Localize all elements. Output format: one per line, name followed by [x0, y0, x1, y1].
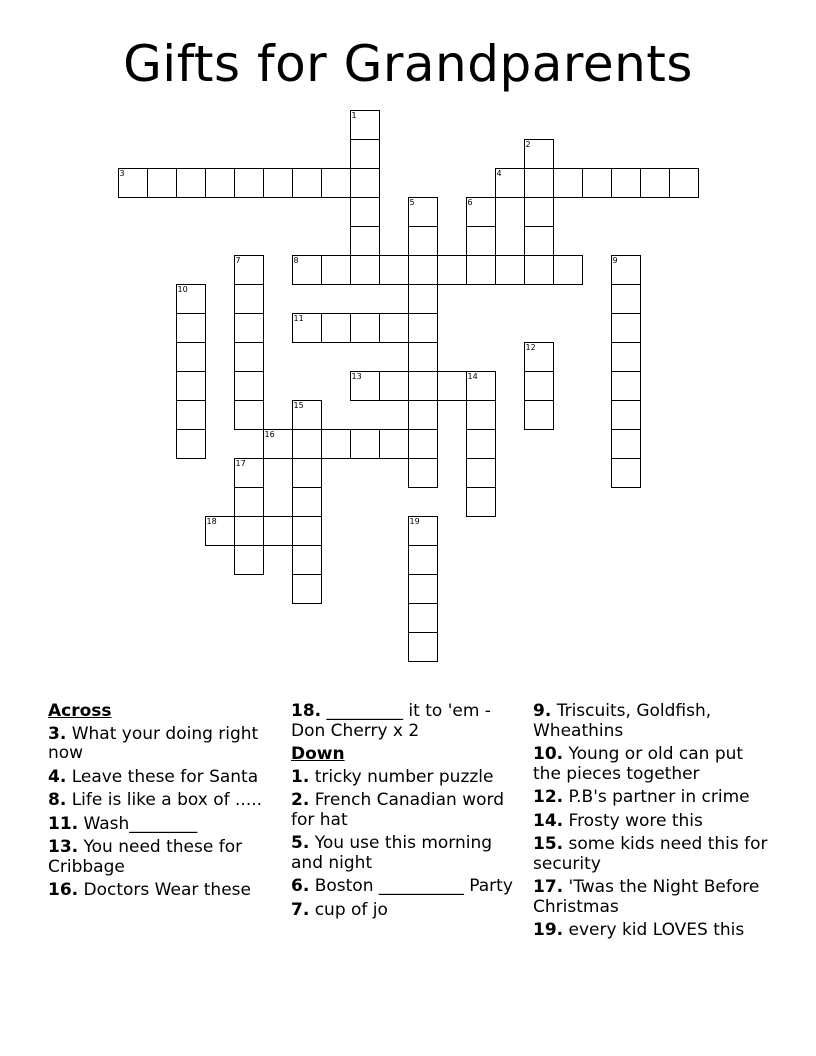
grid-cell[interactable]	[379, 371, 409, 401]
grid-cell[interactable]	[611, 342, 641, 372]
clue-number: 2.	[291, 790, 310, 810]
cell-number: 13	[351, 372, 362, 381]
grid-cell[interactable]	[466, 255, 496, 285]
grid-cell[interactable]	[466, 429, 496, 459]
clue-across-11	[48, 815, 278, 835]
clue-text: French Canadian word for hat	[291, 790, 504, 830]
clue-text: cup of jo	[309, 899, 388, 920]
grid-cell[interactable]	[234, 255, 264, 285]
grid-cell[interactable]	[118, 168, 148, 198]
cell-number: 16	[264, 430, 275, 439]
grid-cell[interactable]	[321, 313, 351, 343]
clue-number: 17.	[533, 877, 564, 897]
clue-down-10	[533, 745, 773, 784]
grid-cell[interactable]	[350, 255, 380, 285]
grid-cell[interactable]	[292, 255, 322, 285]
grid-cell[interactable]	[408, 400, 438, 430]
clue-text: Boston __________ Party	[309, 876, 513, 896]
cell-number: 5	[409, 198, 415, 207]
clue-down-7	[291, 901, 523, 921]
grid-cell[interactable]	[292, 458, 322, 488]
grid-cell[interactable]	[408, 545, 438, 575]
clue-down-2	[291, 791, 523, 830]
grid-cell[interactable]	[524, 197, 554, 227]
grid-cell[interactable]	[176, 400, 206, 430]
grid-cell[interactable]	[495, 168, 525, 198]
clue-number: 6.	[291, 876, 310, 896]
cell-number: 15	[293, 401, 304, 410]
clue-number: 1.	[291, 766, 310, 787]
grid-cell[interactable]	[176, 284, 206, 314]
grid-cell[interactable]	[408, 226, 438, 256]
grid-cell[interactable]	[524, 371, 554, 401]
grid-cell[interactable]	[176, 313, 206, 343]
grid-cell[interactable]	[669, 168, 699, 198]
grid-cell[interactable]	[234, 371, 264, 401]
clue-text: 'Twas the Night Before Christmas	[533, 877, 760, 917]
grid-cell[interactable]	[524, 400, 554, 430]
grid-cell[interactable]	[466, 197, 496, 227]
grid-cell[interactable]	[408, 603, 438, 633]
clues-column-1	[48, 702, 278, 905]
grid-cell[interactable]	[553, 168, 583, 198]
grid-cell[interactable]	[524, 255, 554, 285]
grid-cell[interactable]	[350, 168, 380, 198]
grid-cell[interactable]	[350, 226, 380, 256]
grid-cell[interactable]	[263, 516, 293, 546]
grid-cell[interactable]	[408, 313, 438, 343]
grid-cell[interactable]	[611, 284, 641, 314]
clue-down-6	[291, 877, 523, 897]
grid-cell[interactable]	[176, 371, 206, 401]
grid-cell[interactable]	[466, 226, 496, 256]
cell-number: 2	[525, 140, 531, 149]
clue-across-16	[48, 881, 278, 901]
grid-cell[interactable]	[437, 371, 467, 401]
clue-text: Doctors Wear these	[78, 880, 251, 900]
grid-cell[interactable]	[524, 342, 554, 372]
grid-cell[interactable]	[292, 400, 322, 430]
clue-down-9	[533, 702, 773, 741]
grid-cell[interactable]	[495, 255, 525, 285]
grid-cell[interactable]	[582, 168, 612, 198]
grid-cell[interactable]	[292, 168, 322, 198]
grid-cell[interactable]	[350, 371, 380, 401]
grid-cell[interactable]	[292, 574, 322, 604]
grid-cell[interactable]	[176, 429, 206, 459]
grid-cell[interactable]	[408, 516, 438, 546]
clue-across-8	[48, 791, 278, 811]
clue-down-1	[291, 768, 523, 788]
cell-number: 8	[293, 256, 299, 265]
grid-cell[interactable]	[408, 429, 438, 459]
grid-cell[interactable]	[408, 371, 438, 401]
grid-cell[interactable]	[205, 168, 235, 198]
clue-down-14	[533, 812, 773, 832]
clue-text: Wash________	[78, 813, 198, 834]
grid-cell[interactable]	[292, 429, 322, 459]
clue-text: Frosty wore this	[563, 810, 703, 831]
grid-cell[interactable]	[234, 487, 264, 517]
grid-cell[interactable]	[611, 313, 641, 343]
puzzle-title: Gifts for Grandparents	[123, 35, 693, 93]
clue-text: Leave these for Santa	[66, 766, 259, 787]
clue-down-5	[291, 834, 523, 873]
clue-number: 5.	[291, 833, 310, 853]
grid-cell[interactable]	[524, 139, 554, 169]
grid-cell[interactable]	[611, 429, 641, 459]
clue-text: You need these for Cribbage	[48, 837, 243, 877]
grid-cell[interactable]	[321, 255, 351, 285]
clue-number: 12.	[533, 787, 564, 807]
clue-number: 14.	[533, 810, 564, 831]
clue-down-12	[533, 788, 773, 808]
clue-down-17	[533, 878, 773, 917]
cell-number: 7	[235, 256, 241, 265]
clue-across-13	[48, 838, 278, 877]
across-heading: Across	[48, 701, 112, 721]
grid-cell[interactable]	[263, 429, 293, 459]
grid-cell[interactable]	[524, 226, 554, 256]
grid-cell[interactable]	[466, 458, 496, 488]
grid-cell[interactable]	[234, 458, 264, 488]
grid-cell[interactable]	[466, 400, 496, 430]
clue-text: Young or old can put the pieces together	[533, 744, 744, 784]
clue-text: P.B's partner in crime	[563, 787, 750, 807]
grid-cell[interactable]	[234, 342, 264, 372]
grid-cell[interactable]	[408, 632, 438, 662]
grid-cell[interactable]	[234, 313, 264, 343]
grid-cell[interactable]	[176, 342, 206, 372]
grid-cell[interactable]	[379, 313, 409, 343]
grid-cell[interactable]	[611, 371, 641, 401]
grid-cell[interactable]	[408, 342, 438, 372]
cell-number: 9	[612, 256, 618, 265]
clue-number: 4.	[48, 766, 67, 787]
clue-across-4	[48, 768, 278, 788]
cell-number: 17	[235, 459, 246, 468]
clue-number: 8.	[48, 790, 67, 810]
clue-down-19	[533, 921, 773, 941]
clue-number: 7.	[291, 899, 310, 920]
grid-cell[interactable]	[292, 545, 322, 575]
clue-text: some kids need this for security	[533, 834, 768, 874]
grid-cell[interactable]	[524, 168, 554, 198]
clue-text: every kid LOVES this	[563, 920, 745, 940]
grid-cell[interactable]	[234, 168, 264, 198]
grid-cell[interactable]	[350, 110, 380, 140]
clue-number: 15.	[533, 834, 564, 854]
clue-number: 3.	[48, 723, 67, 744]
clue-text: You use this morning and night	[291, 833, 493, 873]
grid-cell[interactable]	[466, 371, 496, 401]
cell-number: 12	[525, 343, 536, 352]
clue-across-3	[48, 725, 278, 764]
grid-cell[interactable]	[466, 487, 496, 517]
cell-number: 11	[293, 314, 304, 323]
grid-cell[interactable]	[350, 139, 380, 169]
grid-cell[interactable]	[611, 458, 641, 488]
grid-cell[interactable]	[408, 255, 438, 285]
clue-text: What your doing right now	[48, 723, 259, 763]
clues-column-2	[291, 702, 523, 924]
grid-cell[interactable]	[350, 313, 380, 343]
cell-number: 10	[177, 285, 188, 294]
grid-cell[interactable]	[437, 255, 467, 285]
cell-number: 19	[409, 517, 420, 526]
clue-down-15	[533, 835, 773, 874]
grid-cell[interactable]	[292, 516, 322, 546]
grid-cell[interactable]	[234, 284, 264, 314]
cell-number: 6	[467, 198, 473, 207]
grid-cell[interactable]	[234, 516, 264, 546]
grid-cell[interactable]	[234, 400, 264, 430]
grid-cell[interactable]	[408, 284, 438, 314]
down-heading: Down	[291, 744, 345, 764]
grid-cell[interactable]	[234, 545, 264, 575]
grid-cell[interactable]	[292, 313, 322, 343]
grid-cell[interactable]	[408, 458, 438, 488]
cell-number: 18	[206, 517, 217, 526]
cell-number: 1	[351, 111, 357, 120]
clue-number: 18.	[291, 701, 322, 721]
clue-number: 11.	[48, 813, 79, 834]
grid-cell[interactable]	[350, 197, 380, 227]
grid-cell[interactable]	[408, 197, 438, 227]
grid-cell[interactable]	[379, 255, 409, 285]
grid-cell[interactable]	[205, 516, 235, 546]
cell-number: 4	[496, 169, 502, 178]
grid-cell[interactable]	[379, 429, 409, 459]
grid-cell[interactable]	[147, 168, 177, 198]
grid-cell[interactable]	[640, 168, 670, 198]
grid-cell[interactable]	[611, 255, 641, 285]
grid-cell[interactable]	[176, 168, 206, 198]
grid-cell[interactable]	[611, 168, 641, 198]
clue-number: 13.	[48, 837, 79, 857]
clue-number: 10.	[533, 744, 564, 764]
grid-cell[interactable]	[321, 429, 351, 459]
clue-across-18	[291, 702, 523, 741]
clue-text: Triscuits, Goldfish, Wheathins	[533, 701, 712, 741]
grid-cell[interactable]	[263, 168, 293, 198]
cell-number: 14	[467, 372, 478, 381]
clue-text: Life is like a box of .....	[66, 790, 263, 810]
cell-number: 3	[119, 169, 125, 178]
clue-text: _________ it to 'em - Don Cherry x 2	[291, 701, 491, 741]
clue-number: 9.	[533, 701, 552, 721]
clue-number: 19.	[533, 920, 564, 940]
grid-cell[interactable]	[611, 400, 641, 430]
grid-cell[interactable]	[350, 429, 380, 459]
clue-text: tricky number puzzle	[309, 766, 494, 787]
grid-cell[interactable]	[321, 168, 351, 198]
grid-cell[interactable]	[553, 255, 583, 285]
clues-column-3	[533, 702, 773, 945]
grid-cell[interactable]	[408, 574, 438, 604]
grid-cell[interactable]	[292, 487, 322, 517]
clue-number: 16.	[48, 880, 79, 900]
